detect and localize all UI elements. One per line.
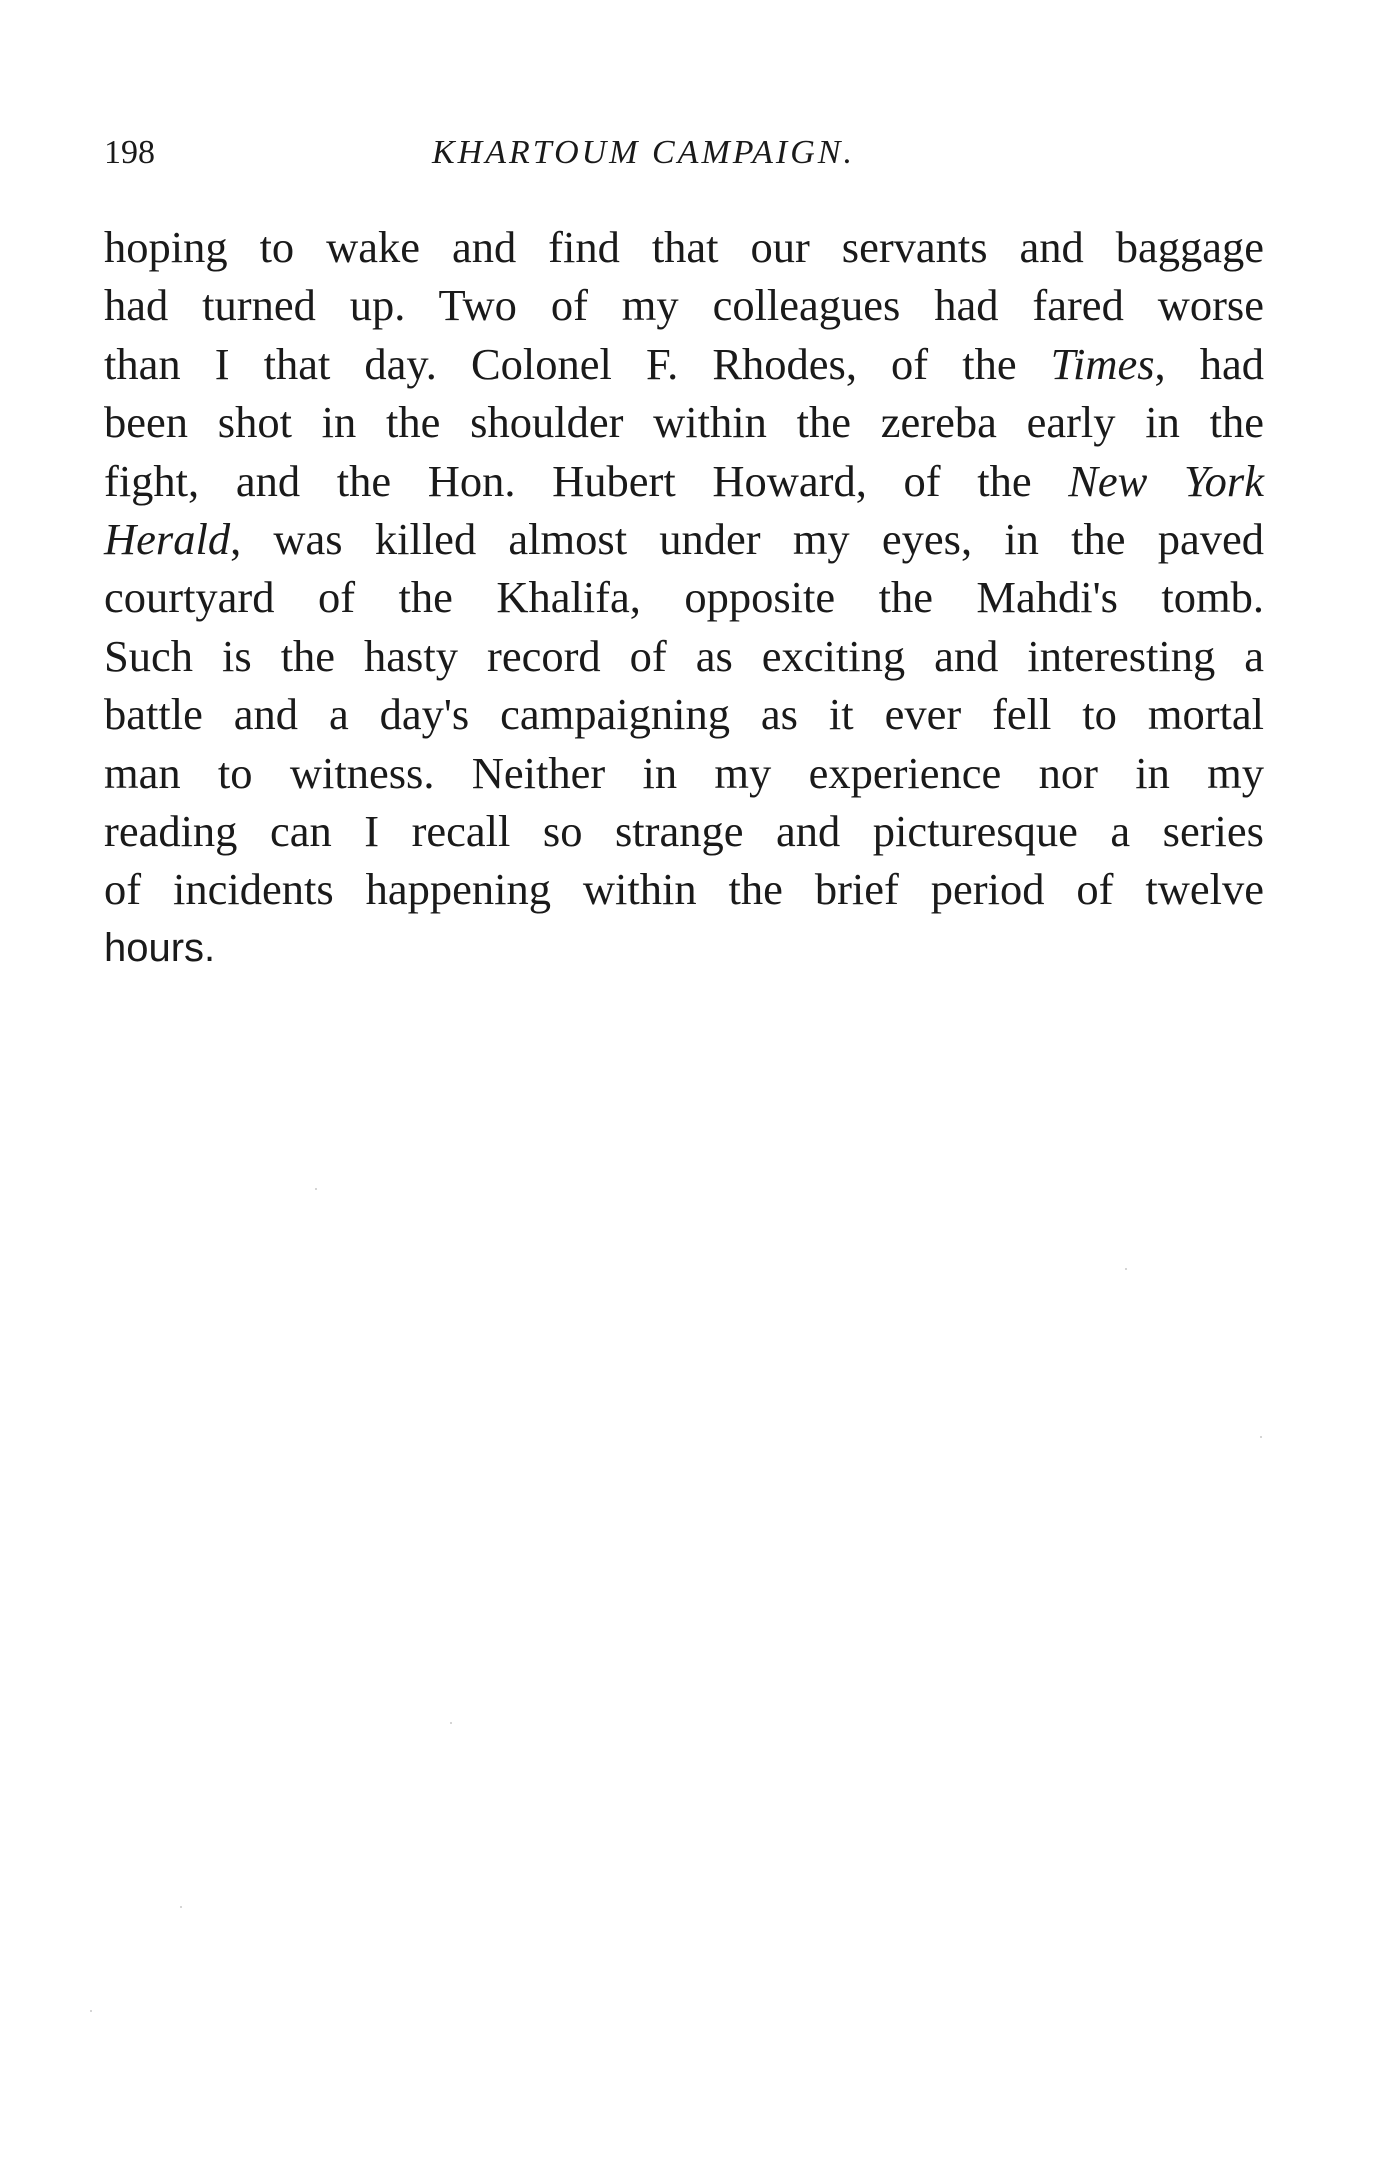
newspaper-title: Times — [1050, 338, 1155, 389]
text-line: fight, and the Hon. Hubert Howard, of the New York — [104, 455, 1264, 506]
paper-speck — [1125, 1268, 1127, 1270]
running-head — [104, 128, 1264, 178]
paper-speck — [315, 1188, 317, 1190]
text-line: hoping to wake and find that our servants and baggage — [104, 222, 1264, 272]
page-number: 198 — [104, 134, 155, 171]
paper-speck — [1260, 1436, 1262, 1438]
text-line: battle and a day's campaigning as it ever fell to mortal — [104, 689, 1264, 740]
text-line: courtyard of the Khalifa, opposite the Mahdi's tomb. — [104, 572, 1264, 623]
newspaper-title: Herald — [104, 513, 231, 564]
text-line: had turned up. Two of my colleagues had fared worse — [104, 280, 1264, 331]
paper-speck — [180, 1906, 182, 1908]
text-line: Herald, was killed almost under my eyes, in the paved — [104, 513, 1264, 564]
paper-speck — [450, 1722, 452, 1724]
text-line: been shot in the shoulder within the zereba early in the — [104, 397, 1264, 448]
text-line: reading can I recall so strange and picturesque a series — [104, 805, 1264, 856]
text-line: of incidents happening within the brief period of twelve — [104, 864, 1264, 915]
newspaper-title: New York — [1068, 455, 1264, 506]
body-paragraph — [104, 218, 1264, 977]
text-line: man to witness. Neither in my experience nor in my — [104, 747, 1264, 798]
text-line: than I that day. Colonel F. Rhodes, of the Times, had — [104, 338, 1264, 389]
text-line: Such is the hasty record of as exciting and interesting a — [104, 630, 1264, 681]
running-title: KHARTOUM CAMPAIGN. — [432, 134, 855, 171]
text-line: hours. — [104, 925, 216, 970]
paper-speck — [90, 2010, 92, 2012]
